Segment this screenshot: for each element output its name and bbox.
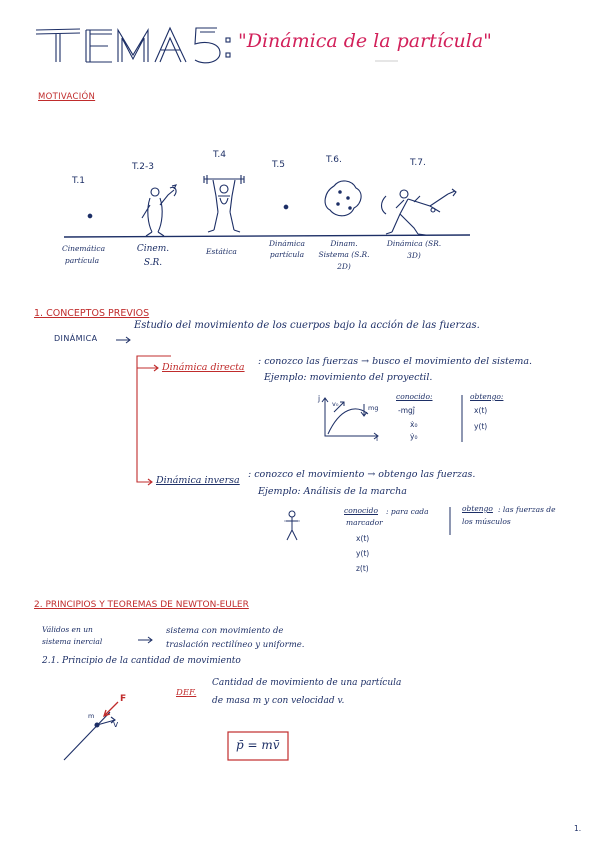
directa-conocido-label: conocido:	[396, 392, 433, 401]
section-motivacion: MOTIVACIÓN	[38, 92, 96, 102]
dinamica-definition: Estudio del movimiento de los cuerpos bajo la acción de las fuerzas.	[134, 320, 480, 331]
page-subtitle: "Dinámica de la partícula"	[238, 30, 492, 52]
section-conceptos: 1. CONCEPTOS PREVIOS	[34, 308, 150, 319]
graph-y-label: j	[318, 394, 321, 403]
dinamica-directa-example: Ejemplo: movimiento del proyectil.	[264, 372, 433, 383]
topic-label-1: Cinemática partícula	[62, 244, 106, 265]
dinamica-directa-term: Dinámica directa	[162, 362, 245, 373]
directa-obtengo-1: x(t)	[474, 406, 488, 415]
dinamica-directa-def: : conozco las fuerzas → busco el movimiento del sistema.	[258, 356, 533, 367]
dinamica-inversa-def: : conozco el movimiento → obtengo las fuerzas.	[248, 469, 476, 480]
inversa-obtengo-label: obtengo	[462, 504, 493, 513]
inversa-obtengo-rest: : las fuerzas de los músculos	[462, 505, 556, 526]
topic-label-3: Estática	[206, 247, 237, 256]
section-principios: 2. PRINCIPIOS Y TEOREMAS DE NEWTON-EULER	[34, 600, 249, 610]
topic-num-2: T.2-3	[132, 162, 154, 172]
directa-obtengo-2: y(t)	[474, 422, 488, 431]
force-label: F	[120, 694, 127, 704]
dinamica-inversa-term: Dinámica inversa	[156, 475, 240, 486]
concept-branch	[137, 356, 171, 485]
topic-num-3: T.4	[213, 150, 227, 160]
directa-conocido-1: -mgĵ	[398, 406, 415, 415]
validos-left: Válidos en un sistema inercial	[42, 625, 103, 646]
def-label: DEF.	[176, 688, 197, 698]
subsection-cantidad-movimiento: 2.1. Principio de la cantidad de movimiento	[42, 656, 241, 666]
def-text-1: Cantidad de movimiento de una partícula	[212, 678, 402, 688]
page-number: 1.	[574, 824, 582, 833]
graph-mg-label: mg	[368, 404, 379, 412]
validos-right-2: traslación rectilíneo y uniforme.	[166, 640, 305, 650]
topic-label-4: Dinámica partícula	[269, 239, 305, 260]
momentum-formula: p̄ = mv̄	[236, 738, 280, 752]
dinamica-term: DINÁMICA	[54, 334, 98, 343]
title-outline-letters	[36, 28, 230, 63]
page-title	[0, 0, 1, 1]
directa-conocido-2: ẋ₀	[410, 420, 418, 429]
force-arrow	[104, 702, 118, 716]
topic-num-4: T.5	[272, 160, 286, 170]
projectile-graph	[322, 395, 462, 442]
topic-num-1: T.1	[72, 176, 86, 186]
topic-num-5: T.6.	[326, 155, 342, 165]
dinamica-inversa-example: Ejemplo: Análisis de la marcha	[258, 486, 407, 497]
mass-label: m	[88, 712, 95, 720]
validos-right-1: sistema con movimiento de	[166, 626, 284, 636]
topic-num-6: T.7.	[410, 158, 426, 168]
directa-obtengo-label: obtengo:	[470, 392, 504, 401]
directa-conocido-3: ẏ₀	[410, 432, 418, 441]
topic-label-2: Cinem. S.R.	[136, 244, 170, 268]
inversa-conocido-1: x(t)	[356, 534, 370, 543]
topic-label-6: Dinámica (SR. 3D)	[386, 239, 442, 260]
motivation-figures	[64, 175, 470, 237]
topic-label-5: Dinam. Sistema (S.R. 2D)	[318, 239, 370, 271]
graph-x-label: i	[376, 434, 379, 443]
velocity-label: v	[113, 720, 119, 730]
principles-arrow	[138, 637, 152, 643]
graph-v0-label: v₀	[332, 400, 339, 408]
inversa-conocido-2: y(t)	[356, 549, 370, 558]
def-text-2: de masa m y con velocidad v.	[212, 696, 345, 706]
inversa-conocido-3: z(t)	[356, 564, 369, 573]
concept-arrows	[116, 337, 130, 343]
inversa-conocido-label: conocido	[344, 506, 378, 515]
inversa-conocido-rest: : para cada marcador	[346, 507, 429, 528]
